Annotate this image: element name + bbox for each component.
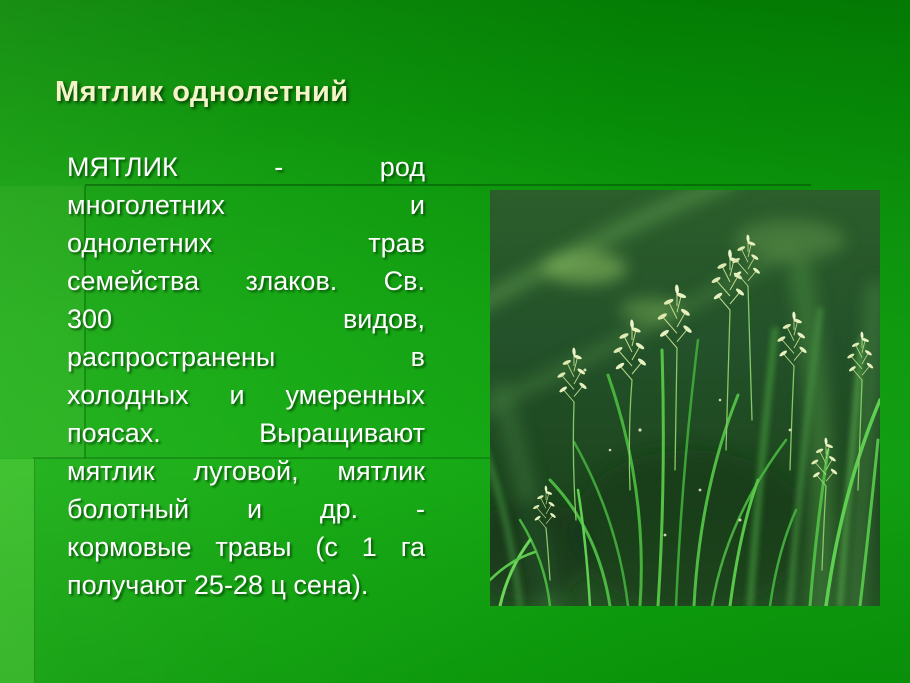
slide-title: Мятлик однолетний <box>55 76 349 108</box>
body-text-line: поясах. Выращивают <box>67 418 425 448</box>
body-text-line: холодных и умеренных <box>67 380 425 410</box>
body-text-line: семейства злаков. Св. <box>67 266 425 296</box>
body-text-line: 300 видов, <box>67 304 425 334</box>
body-text-line: многолетних и <box>67 190 425 220</box>
body-text-line: МЯТЛИК - род <box>67 152 425 182</box>
body-text-line: кормовые травы (с 1 га <box>67 532 425 562</box>
background-left-strip <box>0 459 35 683</box>
body-text <box>67 148 425 604</box>
body-text-line: мятлик луговой, мятлик <box>67 456 425 486</box>
grass-illustration <box>490 190 880 606</box>
body-text-line: однолетних трав <box>67 228 425 258</box>
body-text-line: болотный и др. - <box>67 494 425 524</box>
body-text-line: получают 25-28 ц сена). <box>67 570 369 600</box>
grass-photo <box>490 190 880 606</box>
body-text-line: распространены в <box>67 342 425 372</box>
